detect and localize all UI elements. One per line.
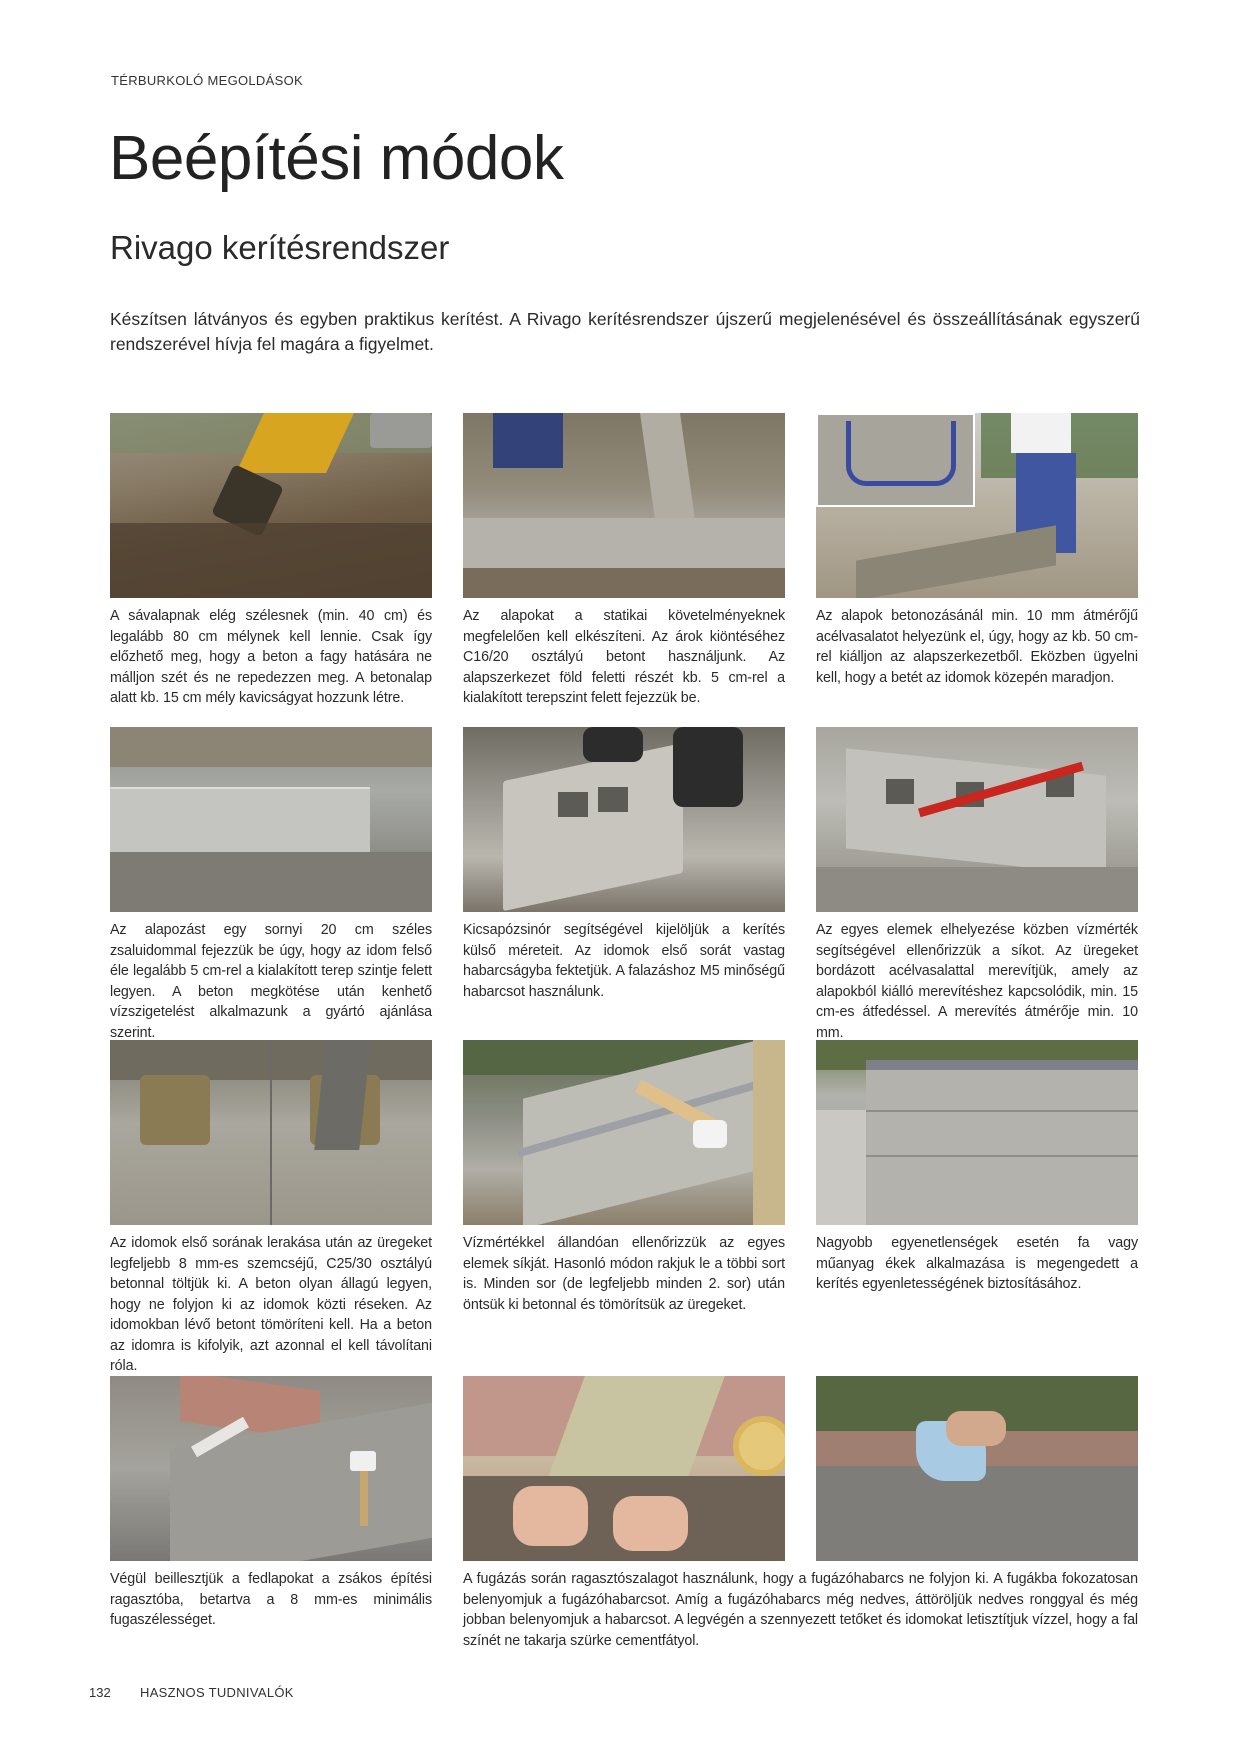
- step-caption: Vízmértékkel állandóan ellenőrizzük az egyes elemek síkját. Hasonló módon rakjuk le a többi sort is. Minden sor (de legfeljebb minden 2. sor) után öntsük ki betonnal és tömörítsük az üregeket.: [463, 1235, 785, 1313]
- section-label: TÉRBURKOLÓ MEGOLDÁSOK: [111, 73, 303, 88]
- photo-level-check-rebar: [816, 727, 1138, 912]
- step-caption: Az alapokat a statikai követelményeknek megfelelően kell elkészíteni. Az árok kiöntéséhez C16/20 osztályú betont használjunk. Az alapszerkezet föld feletti részét kb. 5 cm-rel a kialakított terepszint felett fejezzük be.: [463, 608, 785, 706]
- step-caption: Végül beillesztjük a fedlapokat a zsákos építési ragasztóba, betartva a 8 mm-es minimális fugaszélességet.: [110, 1571, 432, 1628]
- step-caption: Nagyobb egyenetlenségek esetén fa vagy műanyag ékek alkalmazása is megengedett a kerítés egyenletességének biztosításához.: [816, 1235, 1138, 1292]
- footer-label: HASZNOS TUDNIVALÓK: [140, 1685, 294, 1700]
- step-caption: Kicsapózsinór segítségével kijelöljük a kerítés külső méreteit. Az idomok első sorát vastag habarcságyba fektetjük. A falazáshoz M5 minőségű habarcsot használunk.: [463, 922, 785, 1000]
- page-subtitle: Rivago kerítésrendszer: [110, 229, 450, 266]
- photo-laying-block: [463, 727, 785, 912]
- photo-rebar-placement: [816, 413, 1138, 598]
- step-3: [816, 413, 1138, 688]
- step-1: [110, 413, 432, 709]
- step-caption: Az idomok első sorának lerakása után az üregeket legfeljebb 8 mm-es szemcséjű, C25/30 osztályú betonnal töltjük ki. A beton olyan állagú legyen, hogy ne folyjon ki az idomok közti réseken. Az idomokban lévő betont tömöríteni kell. Ha a beton az idomra is kifolyik, azt azonnal el kell távolítani róla.: [110, 1235, 432, 1374]
- step-2: [463, 413, 785, 709]
- photo-taping-joints: [463, 1376, 785, 1561]
- step-11: [463, 1376, 1138, 1651]
- photo-cap-placement: [110, 1376, 432, 1561]
- page-title: Beépítési módok: [109, 124, 564, 193]
- step-7: [110, 1040, 432, 1377]
- step-caption: Az alapok betonozásánál min. 10 mm átmérőjű acélvasalatot helyezünk el, úgy, hogy az kb. 50 cm-rel kiálljon az alapszerkezetből. Eközben ügyelni kell, hogy a betét az idomok közepén maradjon.: [816, 608, 1138, 686]
- step-8: [463, 1040, 785, 1315]
- photo-mallet-level: [463, 1040, 785, 1225]
- step-caption: A sávalapnak elég szélesnek (min. 40 cm) és legalább 80 cm mélynek kell lennie. Csak így előzhető meg, hogy a beton a fagy hatására ne málljon szét és ne repedezzen meg. A betonalap alatt kb. 15 cm mély kavicságyat hozzunk létre.: [110, 608, 432, 706]
- step-12: [816, 1376, 1138, 1561]
- page-number: 132: [89, 1685, 111, 1700]
- step-caption: Az egyes elemek elhelyezése közben vízmérték segítségével ellenőrizzük a síkot. Az üregeket bordázott acélvasalattal merevítjük, amely az alapokból kiálló merevítéshez kapcsolódik, min. 15 cm-es átfedéssel. A merevítés átmérője min. 10 mm.: [816, 922, 1138, 1041]
- photo-formwork-row: [110, 727, 432, 912]
- step-9: [816, 1040, 1138, 1295]
- step-10: [110, 1376, 432, 1631]
- photo-wall-level: [816, 1040, 1138, 1225]
- photo-filling-cavities: [110, 1040, 432, 1225]
- photo-excavator-trench: [110, 413, 432, 598]
- step-5: [463, 727, 785, 1002]
- intro-paragraph: Készítsen látványos és egyben praktikus kerítést. A Rivago kerítésrendszer újszerű megjelenésével és összeállításának egyszerű rendszerével hívja fel magára a figyelmet.: [110, 309, 1140, 354]
- photo-concrete-pouring: [463, 413, 785, 598]
- step-caption: A fugázás során ragasztószalagot használunk, hogy a fugázóhabarcs ne folyjon ki. A fugákba fokozatosan belenyomjuk a fugázóhabarcsot. Amíg a fugázóhabarcs még nedves, áttöröljük nedves ronggyal és még jobban belenyomjuk a habarcsot. A legvégén a szennyezett tetőket és idomokat letisztítjuk vízzel, hogy a fal színét ne takarja szürke cementfátyol.: [463, 1571, 1138, 1649]
- photo-cleaning-cap: [816, 1376, 1138, 1561]
- step-6: [816, 727, 1138, 1043]
- step-caption: Az alapozást egy sornyi 20 cm széles zsaluidommal fejezzük be úgy, hogy az idom felső éle legalább 5 cm-rel a kialakított terep szintje felett legyen. A beton megkötése után kenhető vízszigetelést alkalmazunk a gyártó ajánlása szerint.: [110, 922, 432, 1041]
- step-4: [110, 727, 432, 1043]
